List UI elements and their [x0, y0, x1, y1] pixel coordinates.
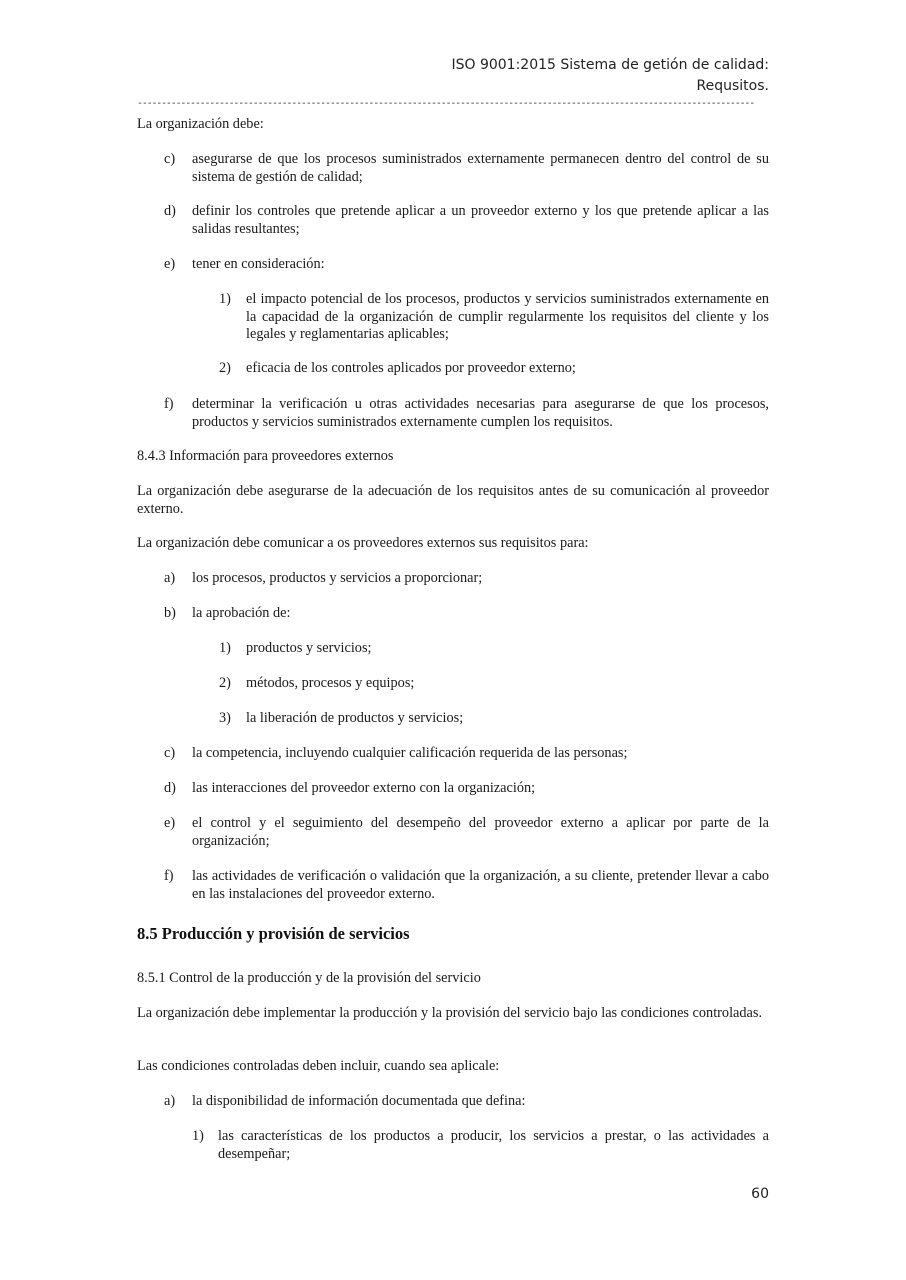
list-item-f: las actividades de verificación o validación que la organización, a su cliente, pretender llevar a cabo en las instalaciones del proveedor externo.	[192, 868, 769, 902]
list-item-b2: métodos, procesos y equipos;	[246, 675, 415, 691]
list-item-e2: eficacia de los controles aplicados por proveedor externo;	[246, 360, 576, 376]
list-item-e: tener en consideración:	[192, 256, 325, 272]
list-marker: e)	[164, 256, 176, 272]
paragraph: La organización debe comunicar a os proveedores externos sus requisitos para:	[137, 535, 589, 551]
list-marker: f)	[164, 868, 174, 884]
list-marker: 2)	[219, 675, 231, 691]
list-marker: c)	[164, 151, 176, 167]
list-item-b: la aprobación de:	[192, 605, 291, 621]
list-marker: 2)	[219, 360, 231, 376]
list-marker: 1)	[219, 640, 231, 656]
header-dashed-rule: --------------------------------------------------------------------------------------------------------------------------------	[137, 98, 755, 109]
intro-paragraph: La organización debe:	[137, 116, 264, 132]
header-title-line1: ISO 9001:2015 Sistema de getión de calidad:	[451, 57, 769, 73]
list-item-c: asegurarse de que los procesos suministrados externamente permanecen dentro del control de su sistema de gestión de calidad;	[192, 151, 769, 185]
list-item-d: las interacciones del proveedor externo con la organización;	[192, 780, 536, 796]
list-item-e1: el impacto potencial de los procesos, productos y servicios suministrados externamente en la capacidad de la organización de cumplir regularmente los requisitos del cliente y los legales y reglamentarias aplicables;	[246, 291, 769, 342]
list-item-d: definir los controles que pretende aplicar a un proveedor externo y los que pretende aplicar a las salidas resultantes;	[192, 203, 769, 237]
list-item-f: determinar la verificación u otras actividades necesarias para asegurarse de que los procesos, productos y servicios suministrados externamente cumplen los requisitos.	[192, 396, 769, 430]
list-marker: f)	[164, 396, 174, 412]
list-item-a1: las características de los productos a producir, los servicios a prestar, o las actividades a desempeñar;	[218, 1128, 769, 1162]
paragraph: La organización debe implementar la producción y la provisión del servicio bajo las condiciones controladas.	[137, 1005, 763, 1021]
list-item-e: el control y el seguimiento del desempeño del proveedor externo a aplicar por parte de la organización;	[192, 815, 769, 849]
running-header	[451, 55, 769, 97]
list-item-b1: productos y servicios;	[246, 640, 372, 656]
list-marker: d)	[164, 780, 176, 796]
list-marker: e)	[164, 815, 176, 831]
list-item-b3: la liberación de productos y servicios;	[246, 710, 464, 726]
page-number: 60	[751, 1186, 769, 1202]
list-item-a: la disponibilidad de información documentada que defina:	[192, 1093, 526, 1109]
list-item-a: los procesos, productos y servicios a proporcionar;	[192, 570, 483, 586]
list-marker: a)	[164, 570, 176, 586]
list-marker: a)	[164, 1093, 176, 1109]
list-item-c: la competencia, incluyendo cualquier calificación requerida de las personas;	[192, 745, 628, 761]
section-heading-8-4-3: 8.4.3 Información para proveedores externos	[137, 448, 394, 464]
list-marker: 1)	[219, 291, 231, 307]
list-marker: 1)	[192, 1128, 204, 1144]
section-heading-8-5: 8.5 Producción y provisión de servicios	[137, 924, 410, 943]
paragraph: Las condiciones controladas deben incluir, cuando sea aplicale:	[137, 1058, 500, 1074]
subsection-heading-8-5-1: 8.5.1 Control de la producción y de la provisión del servicio	[137, 970, 481, 986]
list-marker: b)	[164, 605, 176, 621]
header-title-line2: Requsitos.	[696, 78, 769, 94]
list-marker: 3)	[219, 710, 231, 726]
list-marker: c)	[164, 745, 176, 761]
list-marker: d)	[164, 203, 176, 219]
paragraph: La organización debe asegurarse de la adecuación de los requisitos antes de su comunicación al proveedor externo.	[137, 483, 769, 517]
